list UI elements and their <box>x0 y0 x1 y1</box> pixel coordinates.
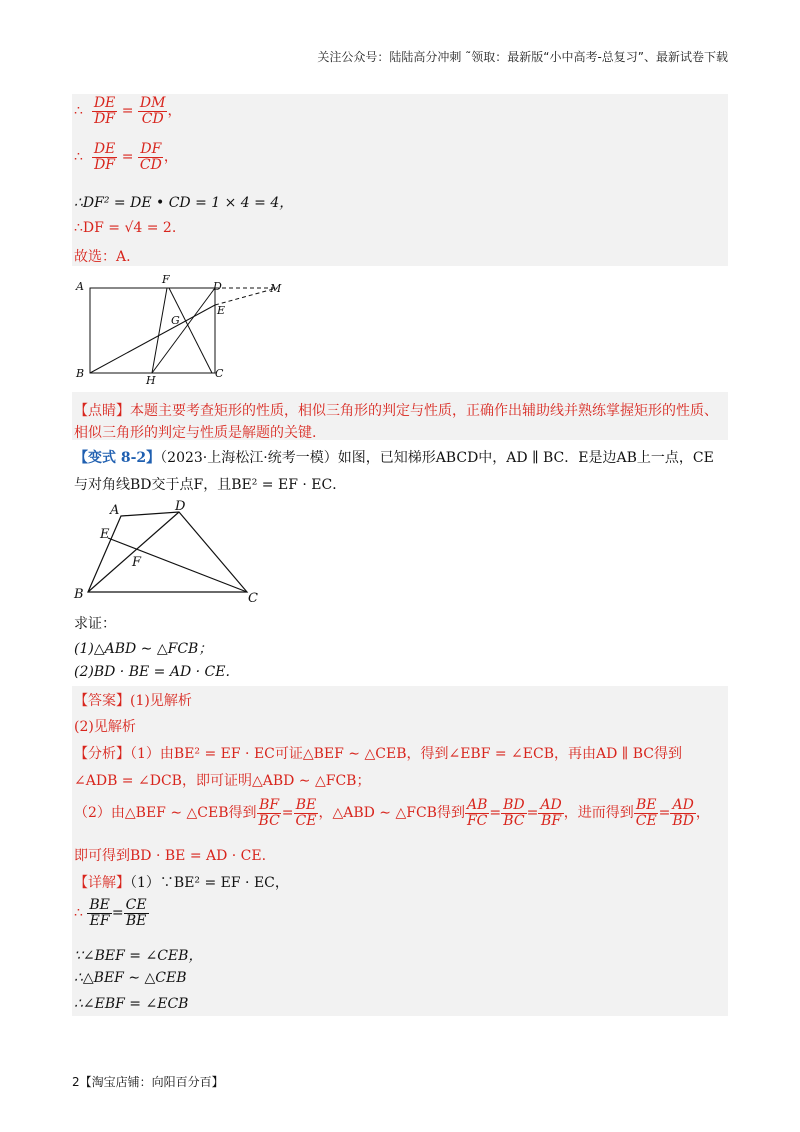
analysis-line-3: （2）由△BEF ∼ △CEB得到 $\frac{BF}{BC}$ = $\frac{BE}{CE}$ ，△ABD ∼ △FCB得到 $\frac{AB}{FC}$ = $\frac{BD}{BC}$ = $\frac{AD}{BF}$ ，进而得到 $\frac{BE}{CE}$ = $\frac{AD}{BD}$ ， <box>74 797 710 829</box>
label-H: H <box>146 374 156 387</box>
comment-line-2: 相似三角形的判定与性质是解题的关键. <box>74 425 317 441</box>
problem-line-2: 与对角线BD交于点F，且BE² = EF · EC． <box>74 477 347 493</box>
choice-answer: 故选：A. <box>74 249 131 265</box>
rectangle-figure <box>72 270 287 390</box>
detail-line-3: ∵∠BEF = ∠CEB， <box>74 948 203 964</box>
analysis-line-4: 即可得到BD · BE = AD · CE. <box>74 848 267 864</box>
comment-line-1: 【点睛】本题主要考查矩形的性质，相似三角形的判定与性质，正确作出辅助线并熟练掌握矩形的性质、 <box>74 403 718 419</box>
label-D: D <box>213 280 222 293</box>
label-B: B <box>76 367 85 380</box>
page-header: 关注公众号：陆陆高分冲刺 ˜领取：最新版“小中高考-总复习”、最新试卷下载 <box>317 50 728 64</box>
prove-title: 求证： <box>74 616 116 632</box>
detail-line-1: 【详解】（1）∵BE² = EF · EC， <box>74 875 289 891</box>
label-F2: F <box>132 555 142 570</box>
label-B2: B <box>74 587 84 602</box>
prove-part-1: (1)△ABD ∼ △FCB； <box>74 641 213 657</box>
prove-part-2: (2)BD · BE = AD · CE. <box>74 664 230 680</box>
detail-line-4: ∴△BEF ∼ △CEB <box>74 970 187 986</box>
equation-df-value: ∴DF = √4 = 2. <box>74 220 177 236</box>
label-A2: A <box>110 503 120 518</box>
label-G: G <box>171 314 180 327</box>
fraction-line-2: ∴ $\frac{DE}{DF}$ = $\frac{DF}{CD}$ ， <box>74 141 178 173</box>
label-E2: E <box>100 527 110 542</box>
page-footer: 2【淘宝店铺：向阳百分百】 <box>72 1075 224 1089</box>
problem-line-1: 【变式 8-2】（2023·上海松江·统考一模）如图，已知梯形ABCD中，AD ∥ BC．E是边AB上一点，CE <box>74 450 714 466</box>
trapezoid-figure <box>72 498 272 610</box>
answer-line-1: 【答案】(1)见解析 <box>74 693 192 709</box>
label-A: A <box>76 280 84 293</box>
label-E: E <box>217 304 226 317</box>
analysis-line-2: ∠ADB = ∠DCB，即可证明△ABD ∼ △FCB； <box>74 773 371 789</box>
detail-fraction: ∴ $\frac{BE}{EF}$ = $\frac{CE}{BE}$ <box>74 897 147 929</box>
label-D2: D <box>175 499 186 514</box>
equation-df-squared: ∴DF² = DE • CD = 1 × 4 = 4， <box>74 195 294 211</box>
label-F: F <box>162 273 170 286</box>
label-M: M <box>270 282 282 295</box>
answer-line-2: (2)见解析 <box>74 719 136 735</box>
detail-line-5: ∴∠EBF = ∠ECB <box>74 996 189 1012</box>
analysis-line-1: 【分析】（1）由BE² = EF · EC可证△BEF ∼ △CEB，得到∠EBF = ∠ECB，再由AD ∥ BC得到 <box>74 746 682 762</box>
fraction-line-1: ∴ $\frac{DE}{DF}$ = $\frac{DM}{CD}$ ， <box>74 95 182 127</box>
label-C: C <box>215 367 224 380</box>
label-C2: C <box>248 591 258 606</box>
